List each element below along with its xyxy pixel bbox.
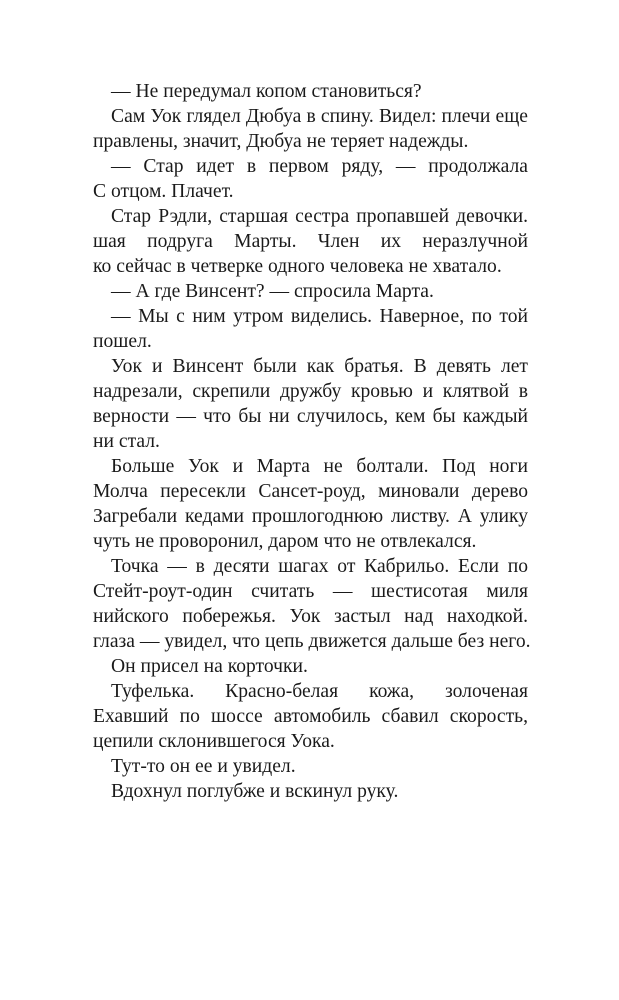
text-line: Стейт-роут-один считать — шестисотая миля [93,581,528,602]
text-line: Сам Уок глядел Дюбуа в спину. Видел: плечи еще [111,106,528,127]
text-line: ко сейчас в четверке одного человека не хватало. [93,256,502,277]
text-line: ни стал. [93,431,160,452]
text-line: Точка — в десяти шагах от Кабрильо. Если по [111,556,528,577]
text-line: чуть не проворонил, даром что не отвлекался. [93,531,477,552]
text-line: Туфелька. Красно-белая кожа, золоченая [111,681,528,702]
text-line: С отцом. Плачет. [93,181,234,202]
text-line: пошел. [93,331,152,352]
text-line: Стар Рэдли, старшая сестра пропавшей девочки. [111,206,528,227]
text-line: верности — что бы ни случилось, кем бы каждый [93,406,528,427]
text-line: Тут-то он ее и увидел. [111,756,296,777]
text-line: Больше Уок и Марта не болтали. Под ноги [111,456,528,477]
book-page-text [93,79,531,804]
text-line: Уок и Винсент были как братья. В девять лет [111,356,528,377]
text-line: нийского побережья. Уок застыл над находкой. [93,606,528,627]
text-line: глаза — увидел, что цепь движется дальше без него. [93,631,531,652]
text-line: — Не передумал копом становиться? [111,81,422,102]
text-line: цепили склонившегося Уока. [93,731,335,752]
text-line: — Мы с ним утром виделись. Наверное, по той [111,306,528,327]
text-line: правлены, значит, Дюбуа не теряет надежды. [93,131,469,152]
text-line: Молча пересекли Сансет-роуд, миновали дерево [93,481,528,502]
text-line: Он присел на корточки. [111,656,308,677]
text-line: Вдохнул поглубже и вскинул руку. [111,781,399,802]
text-line: — Стар идет в первом ряду, — продолжала [111,156,528,177]
text-line: Загребали кедами прошлогоднюю листву. А улику [93,506,528,527]
text-line: шая подруга Марты. Член их неразлучной [93,231,528,252]
text-line: — А где Винсент? — спросила Марта. [111,281,434,302]
text-line: Ехавший по шоссе автомобиль сбавил скорость, [93,706,528,727]
text-line: надрезали, скрепили дружбу кровью и клятвой в [93,381,528,402]
